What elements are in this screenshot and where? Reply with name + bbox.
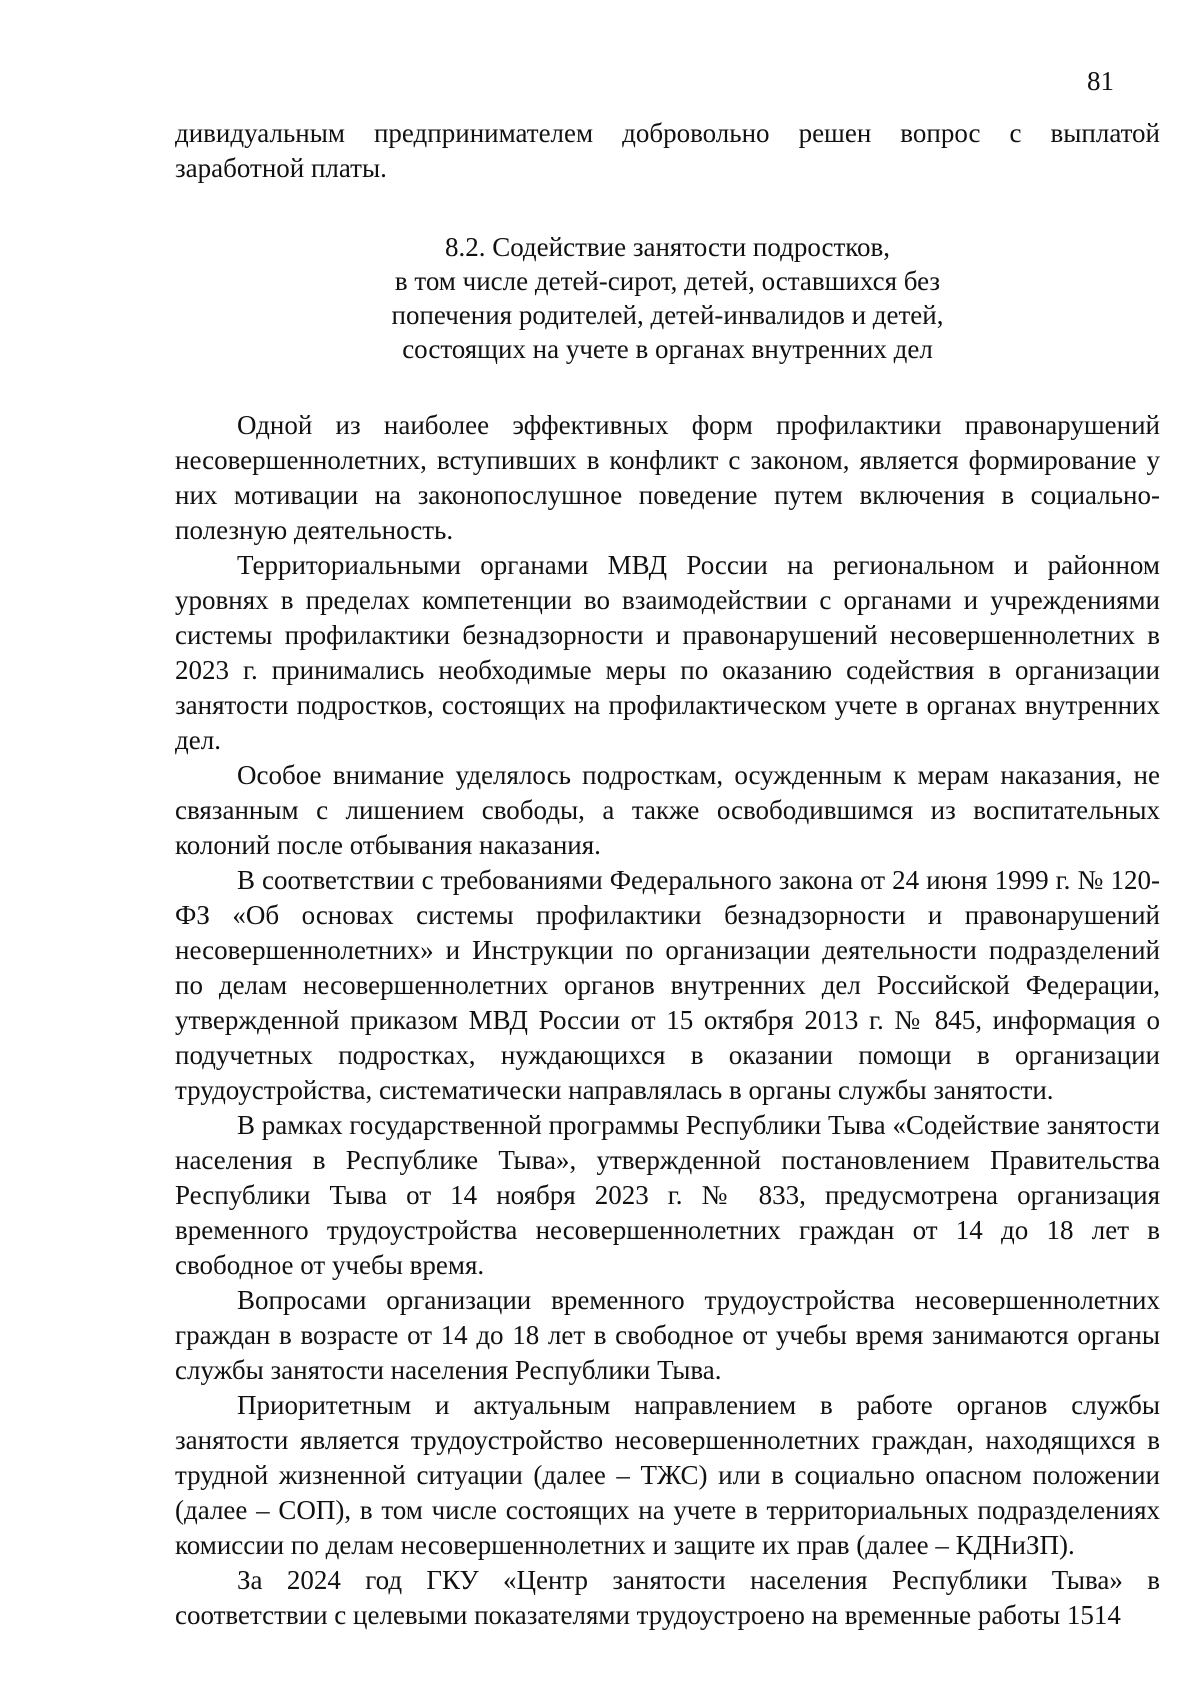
page-body (175, 116, 1160, 1633)
section-heading-line: состоящих на учете в органах внутренних дел (402, 334, 933, 364)
body-paragraph: В рамках государственной программы Республики Тыва «Содействие занятости населения в Республике Тыва», утвержденной постановлением Правительства Республики Тыва от 14 ноября 2023 г. № 833, предусмотрена организация временного трудоустройства несовершеннолетних граждан от 14 до 18 лет в свободное от учебы время. (175, 1110, 1160, 1280)
body-paragraph: В соответствии с требованиями Федерального закона от 24 июня 1999 г. № 120-ФЗ «Об основах системы профилактики безнадзорности и правонарушений несовершеннолетних» и Инструкции по организации деятельности подразделений по делам несовершеннолетних органов внутренних дел Российской Федерации, утвержденной приказом МВД России от 15 октября 2013 г. № 845, информация о подучетных подростках, нуждающихся в оказании помощи в организации трудоустройства, систематически направлялась в органы службы занятости. (175, 865, 1160, 1105)
section-heading-line: попечения родителей, детей-инвалидов и детей, (391, 300, 944, 330)
page-number: 81 (1087, 66, 1114, 96)
section-heading (175, 230, 1160, 366)
continuation-paragraph: дивидуальным предпринимателем добровольно решен вопрос с выплатой заработной платы. (175, 118, 1160, 183)
body-paragraph: Приоритетным и актуальным направлением в работе органов службы занятости является трудоустройство несовершеннолетних граждан, находящихся в трудной жизненной ситуации (далее – ТЖС) или в социально опасном положении (далее – СОП), в том числе состоящих на учете в территориальных подразделениях комиссии по делам несовершеннолетних и защите их прав (далее – КДНиЗП). (175, 1390, 1160, 1560)
body-paragraph: За 2024 год ГКУ «Центр занятости населения Республики Тыва» в соответствии с целевыми показателями трудоустроено на временные работы 1514 (175, 1565, 1160, 1630)
section-heading-line: 8.2. Содействие занятости подростков, (444, 232, 891, 262)
body-paragraph: Территориальными органами МВД России на региональном и районном уровнях в пределах компетенции во взаимодействии с органами и учреждениями системы профилактики безнадзорности и правонарушений несовершеннолетних в 2023 г. принимались необходимые меры по оказанию содействия в организации занятости подростков, состоящих на профилактическом учете в органах внутренних дел. (175, 550, 1160, 755)
body-paragraph: Особое внимание уделялось подросткам, осужденным к мерам наказания, не связанным с лишением свободы, а также освободившимся из воспитательных колоний после отбывания наказания. (175, 760, 1160, 860)
section-heading-line: в том числе детей-сирот, детей, оставшихся без (394, 266, 941, 296)
body-paragraph: Одной из наиболее эффективных форм профилактики правонарушений несовершеннолетних, вступивших в конфликт с законом, является формирование у них мотивации на законопослушное поведение путем включения в социально-полезную деятельность. (175, 410, 1160, 545)
body-paragraph: Вопросами организации временного трудоустройства несовершеннолетних граждан в возрасте от 14 до 18 лет в свободное от учебы время занимаются органы службы занятости населения Республики Тыва. (175, 1285, 1160, 1385)
